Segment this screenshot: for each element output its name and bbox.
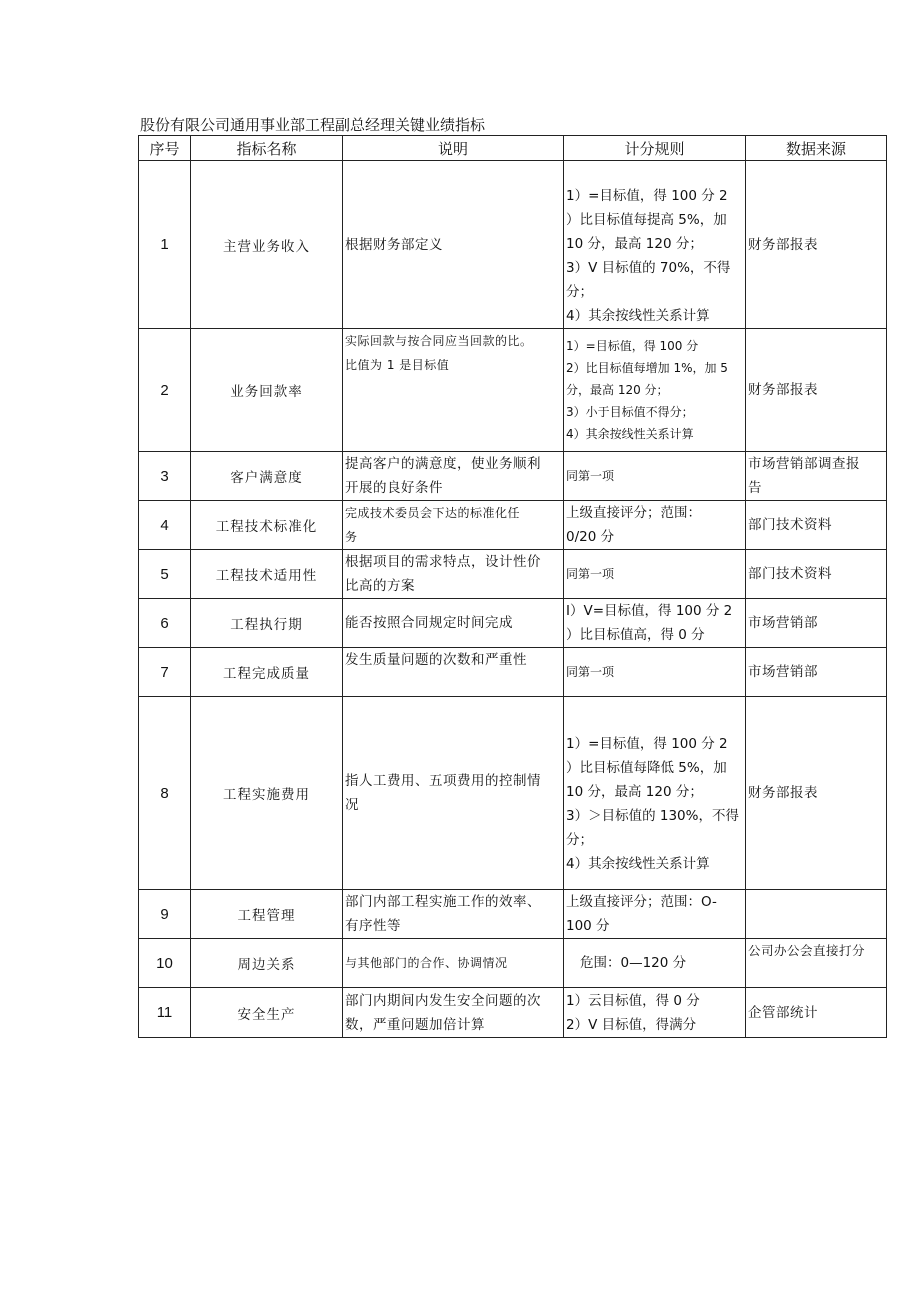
indicator-description [343, 550, 564, 599]
rule-line: 0/20 分 [566, 529, 615, 545]
scoring-rule [564, 329, 746, 452]
indicator-name: 工程实施费用 [191, 697, 343, 890]
indicator-name: 业务回款率 [191, 329, 343, 452]
desc-line: 发生质量问题的次数和严重性 [345, 652, 527, 668]
rule-line: 同第一项 [566, 567, 615, 581]
rule-line: 1）=目标值，得 100 分 2 [566, 187, 728, 204]
data-source [746, 452, 887, 501]
source-line: 企管部统计 [748, 1004, 818, 1021]
table-row [139, 648, 887, 697]
rule-line: 3）小于目标值不得分； [566, 405, 694, 419]
data-source [746, 161, 887, 329]
scoring-rule [564, 697, 746, 890]
rule-line: 同第一项 [566, 469, 615, 483]
data-source [746, 988, 887, 1038]
row-number: 9 [139, 890, 191, 939]
data-source [746, 648, 887, 697]
row-number: 5 [139, 550, 191, 599]
table-row [139, 697, 887, 890]
data-source [746, 550, 887, 599]
desc-line: 务 [345, 530, 358, 544]
rule-line: 2）V 目标值，得满分 [566, 1016, 697, 1033]
desc-line: 况 [345, 797, 359, 813]
table-row [139, 890, 887, 939]
scoring-rule [564, 988, 746, 1038]
row-number: 7 [139, 648, 191, 697]
indicator-name: 工程技术适用性 [191, 550, 343, 599]
data-source [746, 697, 887, 890]
row-number: 8 [139, 697, 191, 890]
rule-line: ）比目标值高，得 0 分 [566, 627, 705, 643]
scoring-rule [564, 890, 746, 939]
source-line: 部门技术资料 [748, 566, 832, 582]
rule-line: 危围：0—120 分 [580, 955, 687, 971]
data-source [746, 329, 887, 452]
rule-line: 4）其余按线性关系计算 [566, 427, 694, 441]
rule-line: 10 分，最高 120 分； [566, 235, 703, 252]
table-row [139, 329, 887, 452]
row-number: 6 [139, 599, 191, 648]
source-line: 财务部报表 [748, 785, 818, 801]
desc-line: 指人工费用、五项费用的控制情 [345, 773, 541, 789]
indicator-description [343, 890, 564, 939]
scoring-rule [564, 939, 746, 988]
rule-line: 同第一项 [566, 665, 615, 679]
source-line: 公司办公会直接打分 [748, 943, 866, 958]
table-row [139, 501, 887, 550]
table-row [139, 161, 887, 329]
row-number: 3 [139, 452, 191, 501]
rule-line: 上级直接评分；范围： [566, 505, 701, 521]
row-number: 4 [139, 501, 191, 550]
table-row [139, 939, 887, 988]
desc-line: 根据项目的需求特点，设计性价 [345, 554, 541, 570]
desc-line: 实际回款与按合同应当回款的比。 [345, 334, 533, 348]
indicator-name: 工程执行期 [191, 599, 343, 648]
row-number: 1 [139, 161, 191, 329]
indicator-description [343, 599, 564, 648]
data-source [746, 501, 887, 550]
indicator-description [343, 161, 564, 329]
header-data-source: 数据来源 [746, 136, 887, 161]
desc-line: 开展的良好条件 [345, 480, 443, 496]
scoring-rule [564, 501, 746, 550]
source-line: 市场营销部 [748, 664, 818, 680]
rule-line: ）比目标值每提高 5%，加 [566, 211, 727, 228]
table-row [139, 550, 887, 599]
desc-line: 部门内期间内发生安全问题的次 [345, 992, 541, 1009]
source-line: 部门技术资料 [748, 517, 832, 533]
indicator-description [343, 329, 564, 452]
rule-line: 分，最高 120 分； [566, 383, 669, 397]
desc-line: 完成技术委员会下达的标准化任 [345, 506, 521, 520]
desc-line: 数，严重问题加倍计算 [345, 1016, 485, 1033]
rule-line: 10 分，最高 120 分； [566, 784, 703, 800]
scoring-rule [564, 648, 746, 697]
rule-line: 4）其余按线性关系计算 [566, 307, 710, 324]
row-number: 10 [139, 939, 191, 988]
indicator-name: 工程完成质量 [191, 648, 343, 697]
source-line: 告 [748, 480, 762, 496]
header-scoring-rule: 计分规则 [564, 136, 746, 161]
table-row [139, 452, 887, 501]
rule-line: 1）云目标值，得 0 分 [566, 992, 700, 1009]
data-source [746, 939, 887, 988]
indicator-description [343, 501, 564, 550]
desc-line: 部门内部工程实施工作的效率、 [345, 894, 541, 910]
rule-line: 4）其余按线性关系计算 [566, 856, 710, 872]
scoring-rule [564, 452, 746, 501]
table-header-row [139, 136, 887, 161]
indicator-name: 客户满意度 [191, 452, 343, 501]
table-row [139, 599, 887, 648]
row-number: 11 [139, 988, 191, 1038]
indicator-description [343, 648, 564, 697]
source-line: 市场营销部 [748, 615, 818, 631]
header-description: 说明 [343, 136, 564, 161]
rule-line: 100 分 [566, 918, 610, 934]
indicator-name: 安全生产 [191, 988, 343, 1038]
document-title: 股份有限公司通用事业部工程副总经理关键业绩指标 [140, 116, 486, 134]
header-indicator-name: 指标名称 [191, 136, 343, 161]
data-source [746, 890, 887, 939]
indicator-name: 工程管理 [191, 890, 343, 939]
indicator-name: 周边关系 [191, 939, 343, 988]
scoring-rule [564, 161, 746, 329]
data-source [746, 599, 887, 648]
table-row [139, 988, 887, 1038]
source-line: 市场营销部调查报 [748, 456, 860, 472]
desc-line: 比高的方案 [345, 578, 415, 594]
rule-line: 分； [566, 832, 593, 848]
desc-line: 提高客户的满意度，使业务顺利 [345, 456, 541, 472]
indicator-description [343, 939, 564, 988]
indicator-description [343, 452, 564, 501]
rule-line: I）V=目标值，得 100 分 2 [566, 603, 733, 619]
rule-line: 1）=目标值，得 100 分 [566, 339, 699, 353]
rule-line: 3）＞目标值的 130%，不得 [566, 808, 739, 824]
rule-line: 上级直接评分；范围：O- [566, 894, 717, 910]
rule-line: 分； [566, 283, 593, 300]
indicator-description [343, 988, 564, 1038]
header-seq: 序号 [139, 136, 191, 161]
table-body [139, 161, 887, 1038]
desc-line: 比值为 1 是目标值 [345, 358, 450, 372]
source-line: 财务部报表 [748, 382, 818, 398]
indicator-name: 主营业务收入 [191, 161, 343, 329]
rule-line: 2）比目标值每增加 1%，加 5 [566, 361, 728, 375]
desc-line: 有序性等 [345, 918, 401, 934]
scoring-rule [564, 599, 746, 648]
rule-line: 1）=目标值，得 100 分 2 [566, 736, 728, 752]
row-number: 2 [139, 329, 191, 452]
rule-line: ）比目标值每降低 5%，加 [566, 760, 727, 776]
rule-line: 3）V 目标值的 70%，不得 [566, 259, 731, 276]
scoring-rule [564, 550, 746, 599]
desc-line: 根据财务部定义 [345, 236, 443, 253]
desc-line: 能否按照合同规定时间完成 [345, 615, 513, 631]
source-line: 财务部报表 [748, 236, 818, 253]
indicator-name: 工程技术标准化 [191, 501, 343, 550]
kpi-table [138, 135, 887, 1038]
indicator-description [343, 697, 564, 890]
desc-line: 与其他部门的合作、协调情况 [345, 956, 508, 970]
